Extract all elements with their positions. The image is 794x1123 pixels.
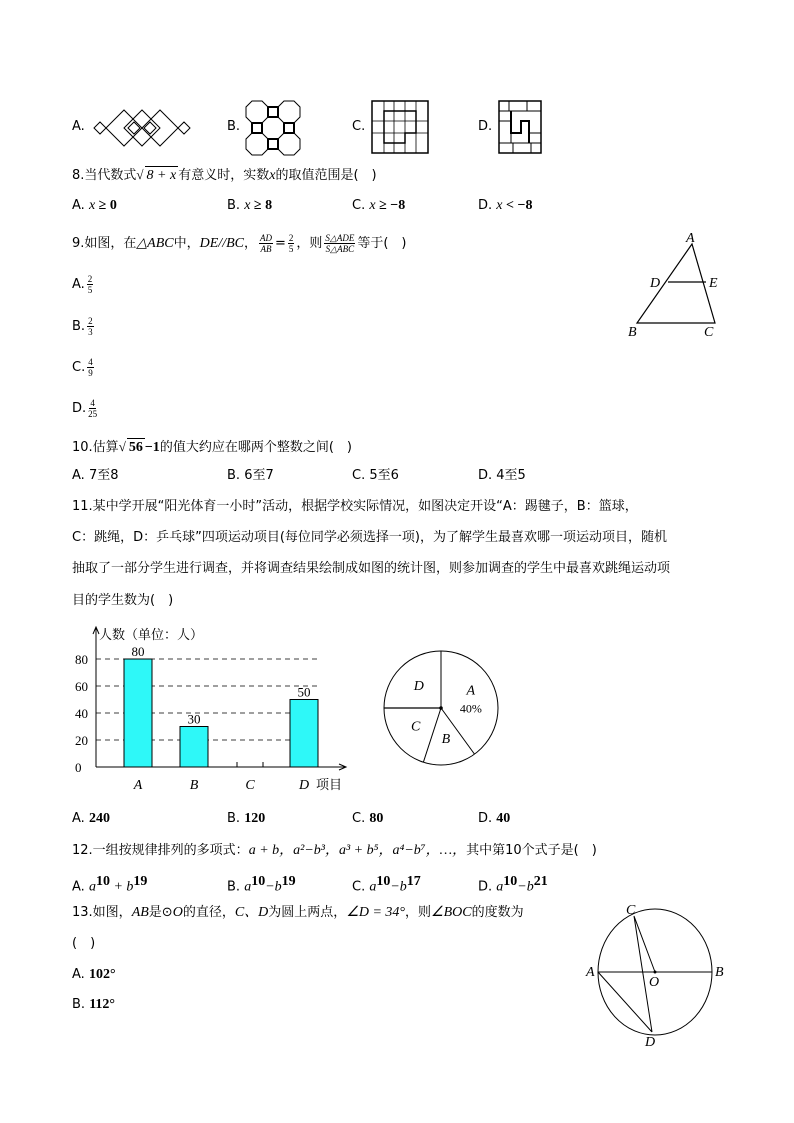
q12-text: 其中第10个式子是( ) (466, 843, 597, 858)
vertex-label-b: B (628, 325, 637, 340)
option-text: 6至7 (244, 468, 274, 483)
y-tick-label: 80 (75, 652, 88, 667)
q13-text: 是⊙ (148, 905, 173, 920)
option-label: B. (227, 811, 241, 826)
option-label: B. (72, 997, 90, 1012)
pie-center-dot (439, 706, 443, 710)
point-label-d: D (645, 1035, 656, 1050)
option-label: A. (72, 119, 85, 134)
x-axis-title: 项目 (316, 778, 343, 793)
option-value: 240 (88, 811, 110, 826)
y-tick-label: 40 (75, 706, 88, 721)
vertex-label-d: D (650, 276, 661, 291)
exponent: 19 (133, 874, 148, 889)
q10-radicand: 56 (128, 440, 143, 455)
frac-den: S△ABC (325, 244, 355, 254)
exponent: 19 (281, 874, 296, 889)
option-label: D. (72, 401, 87, 416)
frac-den: 5 (87, 285, 93, 295)
q13-text: ，则 (405, 905, 432, 920)
vertex-label-c: C (704, 325, 714, 340)
y-axis-title: 人数（单位：人） (99, 628, 204, 643)
option-label: A. (72, 277, 85, 292)
frac-den: AB (260, 244, 272, 254)
q13-math: ∠D = 34° (346, 905, 406, 920)
option-value: 112° (89, 997, 116, 1012)
option-label: B. (227, 879, 245, 895)
pie-slice-label-C: C (410, 719, 421, 735)
option-math: a (244, 879, 252, 895)
pie-slice-label-A: A (466, 683, 476, 699)
q9-text: ， (243, 236, 257, 251)
point-label-o: O (649, 975, 660, 990)
option-value: ≥ 0 (95, 198, 117, 213)
option-label: A. (72, 967, 89, 982)
x-tick-label: D (298, 778, 310, 793)
option-math: −b (265, 879, 282, 895)
option-label: D. (478, 879, 497, 895)
q11-line: 抽取了一部分学生进行调查，并将调查结果绘制成如图的统计图，则参加调查的学生中最喜欢跳绳运动项 (72, 561, 671, 576)
exponent: 10 (95, 874, 110, 889)
q9-text: ，则 (296, 236, 323, 251)
vertex-label-e: E (709, 276, 718, 291)
option-text: 7至8 (88, 468, 119, 483)
option-text: 5至6 (369, 468, 399, 483)
exponent: 10 (251, 874, 266, 889)
frac-num: 4 (90, 398, 95, 408)
question-10: 10.估算√ 56 −1的值大约应在哪两个整数之间( ) (72, 439, 352, 455)
option-math: + b (109, 879, 134, 895)
option-var: x (88, 198, 96, 213)
q10-text: 10.估算 (72, 440, 119, 455)
option-math: a (496, 879, 504, 895)
option-label: D. (478, 198, 493, 213)
q8-radicand: 8 + x (146, 168, 177, 183)
circle-figure (580, 900, 730, 1050)
q11-line: 目的学生数为( ) (72, 593, 174, 608)
frac-den: 5 (288, 244, 294, 254)
q12-option-c[interactable] (352, 873, 421, 896)
bar-A (124, 659, 152, 767)
q11-line: C：跳绳，D：乒乓球”四项运动项目(每位同学必须选择一项)，为了解学生最喜欢哪一项运动项目，随机 (72, 530, 667, 545)
q9-text: 等于( ) (357, 236, 407, 251)
point-label-a: A (586, 965, 595, 980)
q9-text: 中， (173, 236, 200, 251)
option-label: C. (352, 119, 366, 134)
exponent: 21 (533, 874, 548, 889)
q13-math: ∠BOC (431, 905, 472, 920)
q12-option-d[interactable] (478, 873, 548, 896)
option-math: a (369, 879, 377, 895)
option-value: ≥ 8 (250, 198, 273, 213)
q9-math: DE//BC (199, 236, 244, 251)
x-tick-label: C (245, 778, 255, 793)
frac-den: 25 (88, 409, 98, 419)
q13-text: 为圆上两点， (268, 905, 347, 920)
option-value: ≥ −8 (375, 198, 406, 213)
option-var: x (496, 198, 503, 213)
q13-option-b[interactable] (72, 996, 115, 1014)
q10-text: 的值大约应在哪两个整数之间( ) (159, 440, 352, 455)
option-label: D. (478, 811, 493, 826)
frac-den: 9 (88, 368, 93, 378)
pie-slice-label-D: D (413, 678, 424, 694)
option-label: C. (352, 879, 370, 895)
frac-num: AD (260, 233, 272, 243)
q13-math: C、D (234, 905, 269, 920)
option-label: A. (72, 811, 85, 826)
pie-slice-percent: 40% (459, 701, 482, 716)
option-value: 120 (244, 811, 266, 826)
q11-option-b[interactable] (227, 810, 265, 828)
option-math: a (88, 879, 96, 895)
q13-option-a[interactable] (72, 966, 116, 984)
bar-data-label: 50 (297, 684, 311, 700)
option-label: B. (227, 198, 241, 213)
question-8: 8.当代数式√ 8 + x 有意义时，实数x的取值范围是( ) (72, 167, 377, 183)
q11-option-c[interactable] (352, 810, 383, 828)
option-value: 40 (496, 811, 511, 826)
option-var: x (369, 198, 376, 213)
option-label: A. (72, 468, 89, 483)
option-label: C. (72, 360, 86, 375)
bar-D (290, 700, 318, 768)
frac-den: 3 (88, 327, 93, 337)
q11-option-a[interactable] (72, 810, 110, 828)
bar-data-label: 30 (187, 711, 201, 727)
option-label: A. (72, 198, 85, 213)
option-label: B. (227, 119, 241, 134)
option-var: x (244, 198, 251, 213)
exponent: 10 (503, 874, 518, 889)
q8-text: 8.当代数式 (72, 168, 137, 183)
q13-text: 的直径， (182, 905, 235, 920)
bar-B (180, 727, 208, 768)
q9-text: 9.如图，在 (72, 236, 137, 251)
option-math: −b (517, 879, 534, 895)
q12-option-b[interactable] (227, 873, 296, 896)
q8-text: 的取值范围是( ) (275, 168, 377, 183)
q8-var: x (269, 168, 276, 183)
option-math: −b (390, 879, 407, 895)
point-label-b: B (715, 965, 724, 980)
option-label: B. (227, 468, 245, 483)
question-13 (72, 904, 524, 922)
pie-slice-label-B: B (441, 731, 451, 747)
exponent: 17 (406, 874, 421, 889)
x-tick-label: B (189, 778, 199, 793)
q13-text: 的度数为 (471, 905, 524, 920)
option-value: 102° (88, 967, 116, 982)
pie-slice-boundary (423, 708, 441, 762)
option-label: D. (478, 119, 493, 134)
q12-option-a[interactable] (72, 873, 147, 896)
q11-option-d[interactable] (478, 810, 510, 828)
option-label: C. (352, 811, 366, 826)
q13-math: AB (131, 905, 149, 920)
frac-num: S△ADE (325, 233, 355, 243)
option-label: B. (72, 319, 86, 334)
option-label: C. (352, 198, 366, 213)
point-label-c: C (626, 903, 636, 918)
option-text: 4至5 (496, 468, 526, 483)
option-label: C. (352, 468, 370, 483)
frac-num: 4 (88, 357, 93, 367)
q12-text: 12.一组按规律排列的多项式： (72, 843, 249, 858)
q9-text: = (275, 236, 286, 251)
option-label: D. (478, 468, 497, 483)
option-value: < −8 (502, 198, 533, 213)
q10-math: −1 (144, 440, 160, 455)
y-tick-label: 20 (75, 733, 88, 748)
option-value: 80 (369, 811, 384, 826)
frac-num: 2 (288, 233, 294, 243)
q13-text: 13.如图， (72, 905, 132, 920)
q13-answer-blank: ( ) (72, 936, 96, 951)
question-12 (72, 842, 597, 860)
option-label: A. (72, 879, 89, 895)
q9-math: △ABC (136, 236, 174, 251)
bar-data-label: 80 (131, 644, 145, 659)
frac-num: 2 (87, 274, 93, 284)
q11-line: 11.某中学开展“阳光体育一小时”活动，根据学校实际情况，如图决定开设“A：踢毽子，B：篮球， (72, 499, 638, 514)
vertex-label-a: A (686, 231, 695, 246)
q8-text: 有意义时，实数 (178, 168, 270, 183)
frac-num: 2 (88, 316, 93, 326)
y-tick-label: 60 (75, 679, 88, 694)
y-tick-label: 0 (75, 760, 82, 775)
x-tick-label: A (133, 778, 143, 793)
exponent: 10 (376, 874, 391, 889)
q13-math: O (172, 905, 183, 920)
q12-terms: a + b，a²−b³，a³ + b⁵，a⁴−b⁷，…， (248, 843, 467, 858)
